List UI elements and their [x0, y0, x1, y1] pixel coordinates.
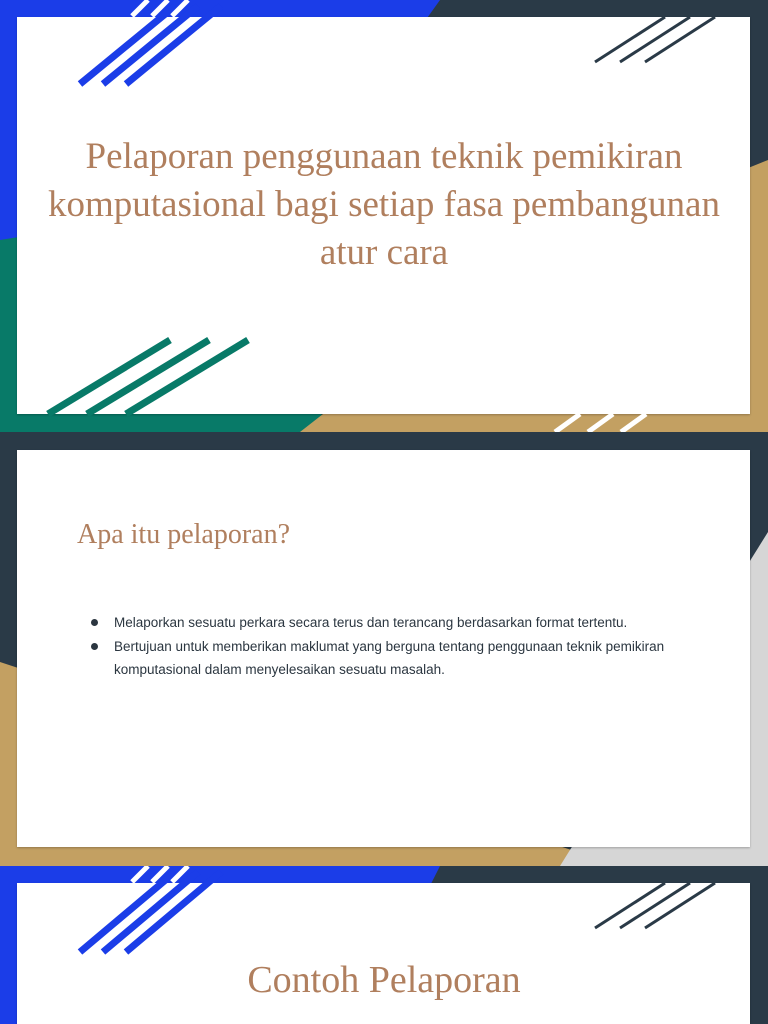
- slide-1-title: Pelaporan penggunaan teknik pemikiran komputasional bagi setiap fasa pembangunan atur cara: [48, 136, 720, 273]
- slide-3-title: Contoh Pelaporan: [247, 959, 521, 1001]
- slide-3: [0, 866, 768, 1024]
- slide-1: [0, 0, 768, 432]
- bullet-text: Melaporkan sesuatu perkara secara terus dan terancang berdasarkan format tertentu.: [114, 615, 628, 630]
- bullet-item: [114, 611, 689, 635]
- slide-2: [0, 432, 768, 866]
- bullet-text: Bertujuan untuk memberikan maklumat yang berguna tentang penggunaan teknik pemikiran komputasional dalam menyelesaikan sesuatu masalah.: [114, 638, 665, 677]
- slide-2-bullet-list: [114, 611, 689, 682]
- slide-2-heading: Apa itu pelaporan?: [77, 519, 291, 550]
- bullet-dot-icon: [91, 619, 98, 626]
- bullet-dot-icon: [91, 643, 98, 650]
- bullet-item: [114, 635, 689, 682]
